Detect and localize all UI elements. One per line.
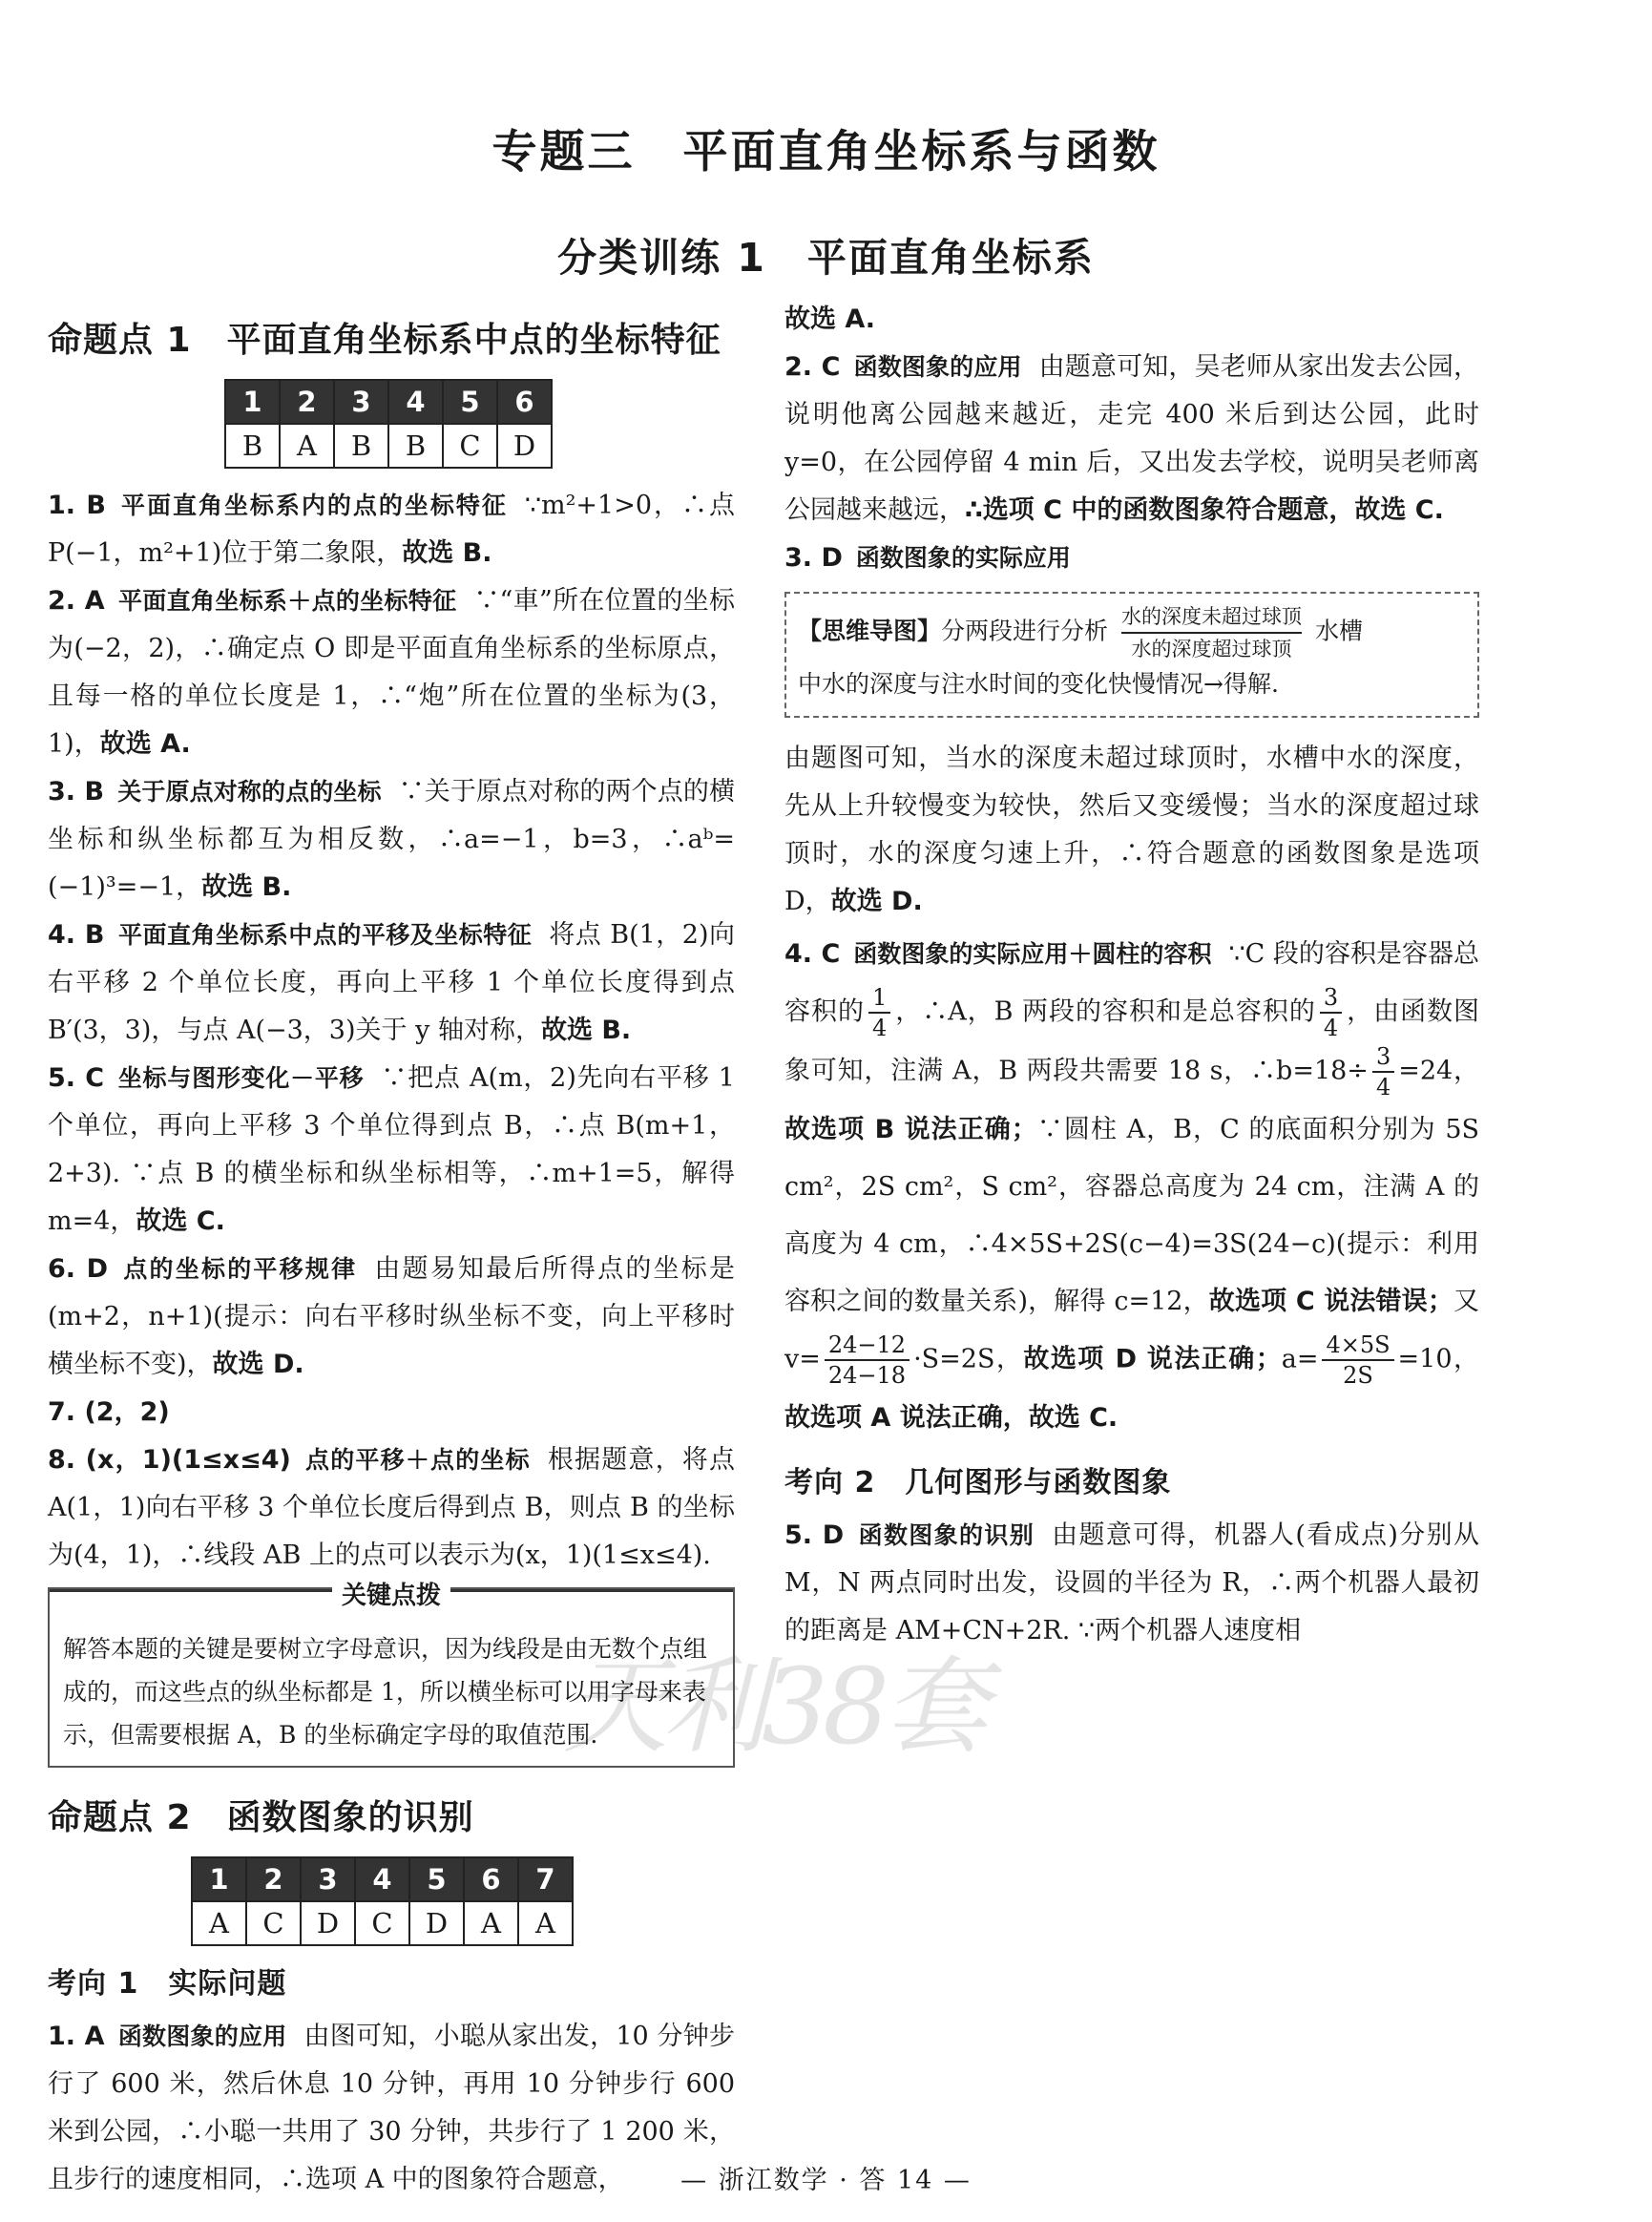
answer-table-cell: C (355, 1901, 409, 1945)
item-tag: 函数图象的应用 (117, 2023, 287, 2050)
fraction (825, 1331, 910, 1390)
item-tag: 函数图象的实际应用＋圆柱的容积 (853, 940, 1212, 968)
section-title-2: 命题点 2 函数图象的识别 (48, 1798, 474, 1837)
item-conclusion: 故选 D. (830, 887, 923, 916)
item-conclusion: 故选 B. (540, 1016, 632, 1045)
item-text: 由题易知最后所得点的坐标是(m+2，n+1)(提示：向右平移时纵坐标不变，向上平移时横坐标不变)， (48, 1254, 736, 1379)
item-text: 由图可知，小聪从家出发，10 分钟步行了 600 米，然后休息 10 分钟，再用 10 分钟步行 600 米到公园，∴小聪一共用了 30 分钟，共步行了 1 200 米，且步行的速度相同，∴选项 A 中的图象符合题意， (48, 2022, 735, 2194)
item-conclusion: ∴选项 C 中的函数图象符合题意，故选 C. (965, 495, 1444, 525)
answer-table-header: 5 (409, 1857, 464, 1901)
key-points-text: 解答本题的关键是要树立字母意识，因为线段是由无数个点组成的，而这些点的纵坐标都是 1，所以横坐标可以用字母来表示，但需要根据 A，B 的坐标确定字母的取值范围. (63, 1635, 708, 1749)
item-text: 由题意可知，吴老师从家出发去公园，说明他离公园越来越近，走完 400 米后到达公园，此时 y=0，在公园停留 4 min 后，又出发去学校，说明吴老师离公园越来越远， (784, 352, 1480, 525)
mind-map-label: 【思维导图】 (798, 617, 942, 645)
item-tag: 平面直角坐标系内的点的坐标特征 (119, 492, 508, 519)
fraction-numerator: 4×5S (1322, 1331, 1393, 1361)
answer-table-cell: B (225, 424, 280, 468)
direction-title-2: 考向 2 几何图形与函数图象 (784, 1466, 1172, 1499)
item-text: 将点 B(1，2)向右平移 2 个单位长度，再向上平移 1 个单位长度得到点 B′(3，3)，与点 A(−3，3)关于 y 轴对称， (48, 920, 735, 1045)
item-number: 5. C (48, 1063, 105, 1093)
item-conclusion: 故选 D. (212, 1350, 304, 1379)
answer-table-cell: D (301, 1901, 355, 1945)
item-tag: 平面直角坐标系＋点的坐标特征 (117, 587, 457, 615)
item-text: 根据题意，将点 A(1，1)向右平移 3 个单位长度后得到点 B，则点 B 的坐标为(4，1)，∴线段 AB 上的点可以表示为(x，1)(1≤x≤4). (48, 1445, 735, 1570)
item-text: ∵m²+1>0，∴点 P(−1，m²+1)位于第二象限， (48, 491, 735, 568)
answer-table-cell: C (443, 424, 497, 468)
item-text: ，由函数图象可知，注满 A，B 两段共需要 18 s，∴b=18÷ (784, 996, 1480, 1086)
arrow-right-icon: → (1203, 670, 1223, 698)
item-text: =10， (1397, 1344, 1479, 1374)
answer-table-cell: A (280, 424, 334, 468)
item-text: ∵把点 A(m，2)先向右平移 1 个单位，再向上平移 3 个单位得到点 B，∴点 B(m+1，2+3). ∵点 B 的横坐标和纵坐标相等，∴m+1=5，解得 m=4， (48, 1063, 735, 1236)
item-conclusion: 故选 C. (136, 1206, 225, 1236)
mind-map-tail-2: 得解. (1223, 670, 1279, 698)
key-points-box (48, 1582, 735, 1768)
item-tag: 函数图象的识别 (857, 1521, 1035, 1549)
fraction (1372, 1042, 1394, 1101)
answer-table-cell: D (497, 424, 552, 468)
answer-item-continued (784, 296, 1479, 344)
item-tag: 函数图象的实际应用 (855, 544, 1071, 572)
answer-table-header: 7 (518, 1857, 573, 1901)
item-number: 2. A (48, 586, 105, 616)
answer-table-2 (191, 1856, 574, 1946)
answer-item (784, 1512, 1479, 1655)
answer-item (48, 768, 735, 912)
item-tag: 点的坐标的平移规律 (121, 1255, 358, 1283)
answer-table-header: 1 (192, 1857, 246, 1901)
mind-map-box (784, 592, 1479, 718)
answer-table-header: 4 (388, 380, 443, 424)
fraction-numerator: 24−12 (825, 1331, 910, 1361)
item-text: ，∴A，B 两段的容积和是总容积的 (894, 996, 1316, 1027)
answer-item (48, 912, 735, 1055)
item-text: ∵关于原点对称的两个点的横坐标和纵坐标都互为相反数，∴a=−1，b=3，∴aᵇ=(−1)³=−1， (48, 777, 735, 902)
answer-item (48, 577, 735, 768)
item-number: 2. C (784, 352, 841, 382)
item-number: 1. A (48, 2022, 105, 2051)
item-number: 4. C (784, 939, 841, 969)
answer-table-cell: C (246, 1901, 301, 1945)
answer-table-cell: B (334, 424, 388, 468)
item-text: 由题意可得，机器人(看成点)分别从 M，N 两点同时出发，设圆的半径为 R，∴两个机器人最初的距离是 AM+CN+2R. ∵两个机器人速度相 (784, 1520, 1479, 1646)
item-conclusion: 故选 A. (784, 304, 876, 334)
item-text: ∵圆柱 A，B，C 的底面积分别为 5S cm²，2S cm²，S cm²，容器总高度为 24 cm，注满 A 的高度为 4 cm，∴4×5S+2S(c−4)=3S(24−c)(提示：利用容积之间的数量关系)，解得 c=12， (784, 1115, 1479, 1316)
answer-item (48, 1389, 735, 1436)
mind-map-branch-bottom: 水的深度超过球顶 (1131, 638, 1292, 660)
item-text: ∵C 段的容积是容器总容积的 (784, 939, 1479, 1027)
answer-table-1 (224, 379, 553, 469)
answer-item (784, 535, 1479, 582)
fraction-numerator: 1 (868, 983, 890, 1014)
mind-map-line-2: 中水的深度与注水时间的变化快慢情况 (798, 670, 1204, 698)
watermark: 天利38套 (563, 1646, 983, 1768)
fraction-denominator: 4 (1323, 1015, 1339, 1041)
answer-table-cell: A (192, 1901, 246, 1945)
item-text: ∵“車”所在位置的坐标为(−2，2)，∴确定点 O 即是平面直角坐标系的坐标原点，且每一格的单位长度是 1，∴“炮”所在位置的坐标为(3，1)， (48, 586, 735, 759)
item-text: a= (1281, 1344, 1319, 1374)
answer-item (48, 482, 735, 577)
fraction (1322, 1331, 1393, 1390)
answer-item-text (784, 735, 1479, 926)
item-tag: 关于原点对称的点的坐标 (117, 778, 382, 806)
answer-item (48, 1436, 735, 1580)
mind-map-lead: 分两段进行分析 (941, 617, 1109, 645)
item-number: 8. (x，1)(1≤x≤4) (48, 1445, 291, 1475)
answer-table-header: 4 (355, 1857, 409, 1901)
page-subtitle: 分类训练 1 平面直角坐标系 (557, 235, 1095, 281)
mind-map-tail-1: 水槽 (1314, 617, 1363, 645)
item-number: 1. B (48, 491, 107, 520)
item-text: ·S=2S， (913, 1344, 1024, 1374)
item-conclusion: 故选项 D 说法正确； (1023, 1344, 1282, 1374)
answer-item (784, 344, 1479, 535)
fraction (868, 983, 890, 1042)
item-conclusion: 故选 A. (99, 729, 191, 759)
fraction-denominator: 2S (1343, 1362, 1373, 1389)
item-tag: 点的平移＋点的坐标 (303, 1446, 531, 1474)
item-conclusion: 故选 B. (201, 872, 292, 902)
answer-table-header: 5 (443, 380, 497, 424)
fraction-denominator: 4 (871, 1015, 888, 1041)
mind-map-branch (1121, 603, 1302, 662)
fraction (1320, 983, 1342, 1042)
answer-table-header: 2 (246, 1857, 301, 1901)
answer-table-cell: A (464, 1901, 518, 1945)
direction-title-1: 考向 1 实际问题 (48, 1967, 287, 2001)
item-text: =24， (1398, 1056, 1479, 1086)
fraction-denominator: 24−18 (827, 1362, 907, 1389)
answer-item (48, 1055, 735, 1246)
item-tag: 平面直角坐标系中点的平移及坐标特征 (117, 921, 533, 949)
left-column (48, 304, 735, 2204)
key-points-title: 关键点拨 (332, 1582, 450, 1610)
item-text: 又 v= (784, 1287, 1480, 1374)
item-number: 3. D (784, 543, 843, 573)
item-text: 由题图可知，当水的深度未超过球顶时，水槽中水的深度，先从上升较慢变为较快，然后又变缓慢；当水的深度超过球顶时，水的深度匀速上升，∴符合题意的函数图象是选项 D， (784, 744, 1479, 916)
fraction-numerator: 3 (1320, 983, 1342, 1014)
answer-table-header: 3 (334, 380, 388, 424)
item-conclusion: 故选项 B 说法正确； (784, 1115, 1037, 1144)
answer-table-cell: D (409, 1901, 464, 1945)
item-number: 6. D (48, 1254, 109, 1284)
mind-map-branch-top: 水的深度未超过球顶 (1120, 605, 1302, 628)
answer-table-cell: A (518, 1901, 573, 1945)
item-tag: 坐标与图形变化－平移 (117, 1064, 365, 1092)
page-footer: — 浙江数学 · 答 14 — (680, 2166, 972, 2195)
answer-item (48, 1246, 735, 1389)
item-conclusion: 故选 B. (402, 538, 492, 568)
answer-table-header: 6 (497, 380, 552, 424)
item-number: 5. D (784, 1520, 845, 1550)
item-tag: 函数图象的应用 (853, 353, 1022, 381)
answer-item (784, 926, 1479, 1447)
answer-table-header: 1 (225, 380, 280, 424)
item-conclusion: 故选项 C 说法错误； (1208, 1287, 1453, 1316)
item-number: 7. (2，2) (48, 1397, 170, 1427)
item-number: 4. B (48, 920, 105, 950)
answer-table-header: 3 (301, 1857, 355, 1901)
right-column (784, 304, 1479, 1655)
answer-table-cell: B (388, 424, 443, 468)
arrow-icon (1121, 632, 1302, 634)
answer-table-header: 6 (464, 1857, 518, 1901)
section-title-1: 命题点 1 平面直角坐标系中点的坐标特征 (48, 321, 721, 360)
item-number: 3. B (48, 777, 105, 807)
fraction-numerator: 3 (1372, 1042, 1394, 1073)
page-title: 专题三 平面直角坐标系与函数 (491, 126, 1161, 178)
fraction-denominator: 4 (1375, 1074, 1391, 1101)
answer-table-header: 2 (280, 380, 334, 424)
item-conclusion: 故选项 A 说法正确，故选 C. (784, 1403, 1119, 1433)
